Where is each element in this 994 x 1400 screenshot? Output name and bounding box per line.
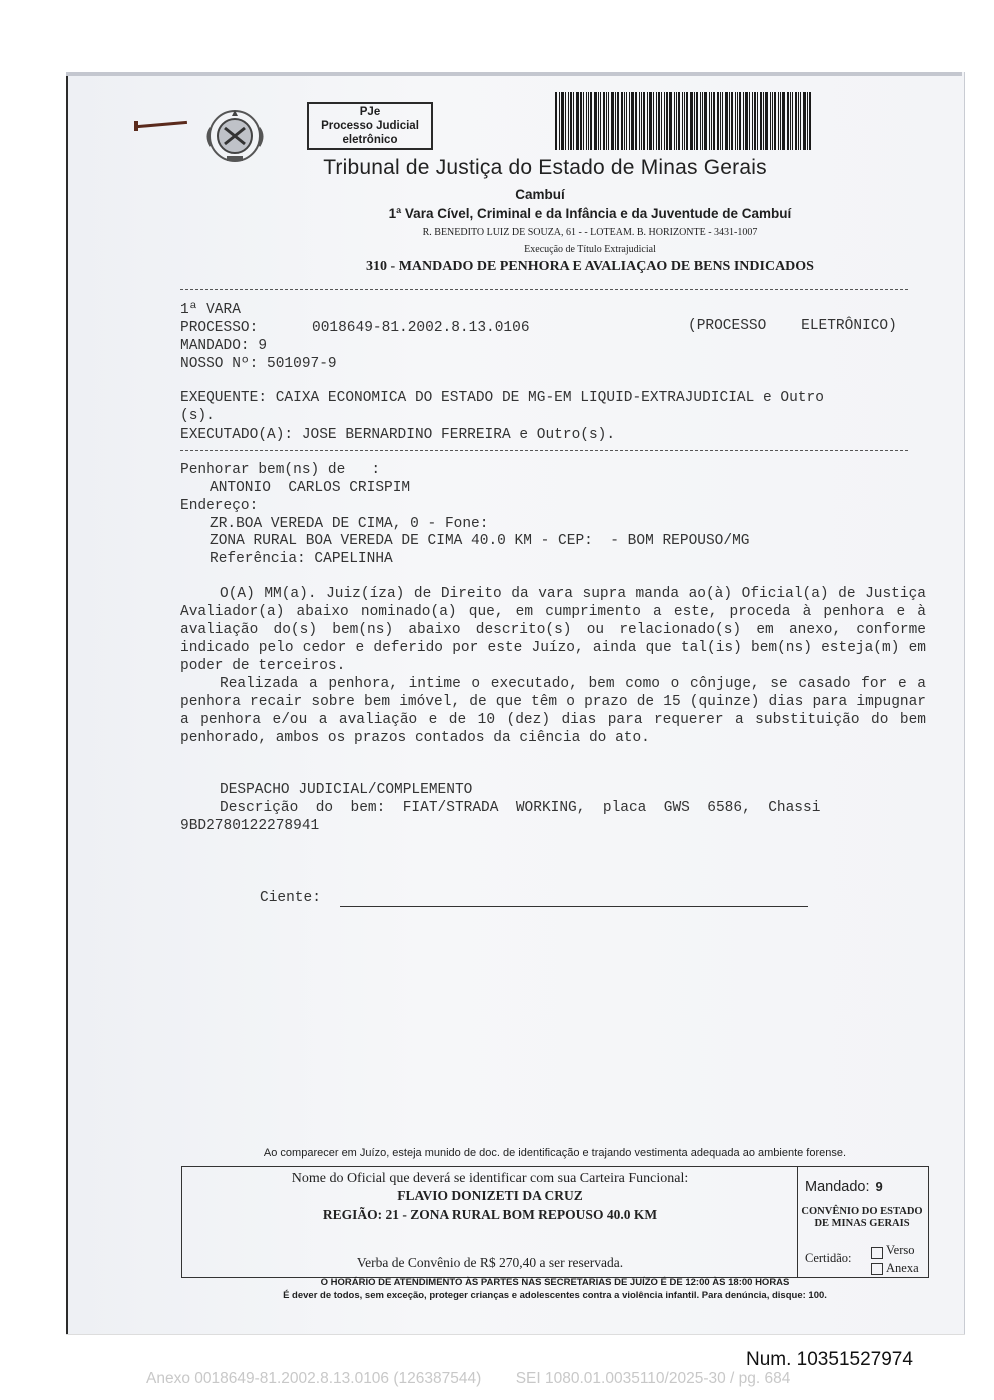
- anexa-label: Anexa: [886, 1261, 919, 1275]
- barcode-bar: [725, 92, 728, 150]
- barcode-bar: [649, 92, 652, 150]
- barcode-bar: [739, 92, 741, 150]
- court-address: R. BENEDITO LUIZ DE SOUZA, 61 - - LOTEAM. B. HORIZONTE - 3431-1007: [422, 227, 758, 238]
- barcode-bar: [606, 92, 607, 150]
- barcode-bar: [624, 92, 625, 150]
- barcode-bar: [643, 92, 645, 150]
- box-mandado: [805, 1179, 883, 1195]
- barcode-bar: [780, 92, 781, 150]
- barcode-bar: [765, 92, 768, 150]
- barcode-bar: [803, 92, 806, 150]
- barcode-bar: [576, 92, 579, 150]
- barcode-bar: [752, 92, 753, 150]
- paragraph-intimation: Realizada a penhora, intime o executado, bem como o cônjuge, se casado for e a penhora recair sobre bem imóvel, de que têm o prazo de 15 (quinze) dias para impugnar a penhora e/ou a avaliação e de 10 (dez) dias para requerer a substituição do bem penhorado, ambos os prazos contados da ciência do ato.: [180, 676, 926, 746]
- barcode-bar: [583, 92, 584, 150]
- barcode-bar: [772, 92, 773, 150]
- barcode-bar: [678, 92, 680, 150]
- referencia-line: Referência: CAPELINHA: [210, 551, 393, 567]
- barcode-bar: [594, 92, 597, 150]
- horario-notice: O HORÁRIO DE ATENDIMENTO ÀS PARTES NAS SECRETARIAS DE JUÍZO É DE 12:00 ÀS 18:00 HORAS: [320, 1277, 790, 1288]
- despacho-label: DESPACHO JUDICIAL/COMPLEMENTO: [220, 782, 473, 798]
- barcode-bar: [711, 92, 712, 150]
- vara-name: 1ª Vara Cível, Criminal e da Infância e da Juventude de Cambuí: [388, 206, 792, 221]
- paragraph-order: O(A) MM(a). Juiz(íza) de Direito da vara supra manda ao(à) Oficial(a) de Justiça Avaliador(a) abaixo nominado(a) que, em cumprimento a este, proceda à penhora e à avaliação do(s) bem(ns) abaixo descrito(s) ou relacionado(s) em anexo, conforme indicado pelo cedor e deferido por este Juízo, ainda que tal(is) bem(ns) esteja(m) em poder de terceiros.: [180, 586, 926, 674]
- barcode-bar: [631, 92, 634, 150]
- barcode-bar: [676, 92, 677, 150]
- barcode: [555, 92, 831, 150]
- address-line-2: ZONA RURAL BOA VEREDA DE CIMA 40.0 KM - CEP: - BOM REPOUSO/MG: [210, 533, 750, 549]
- barcode-bar: [641, 92, 642, 150]
- barcode-bar: [800, 92, 801, 150]
- barcode-bar: [570, 92, 572, 150]
- processo-number: 0018649-81.2002.8.13.0106: [312, 320, 530, 336]
- barcode-bar: [700, 92, 701, 150]
- barcode-bar: [568, 92, 569, 150]
- barcode-bar: [770, 92, 771, 150]
- barcode-bar: [615, 92, 616, 150]
- barcode-bar: [690, 92, 693, 150]
- barcode-bar: [559, 92, 560, 150]
- anexa-checkbox: [871, 1263, 883, 1275]
- barcode-bar: [635, 92, 637, 150]
- penhora-label: Penhorar bem(ns) de :: [180, 462, 381, 478]
- processo-label: PROCESSO:: [180, 320, 259, 336]
- barcode-bar: [709, 92, 710, 150]
- exequente-line-1: EXEQUENTE: CAIXA ECONOMICA DO ESTADO DE MG-EM LIQUID-EXTRAJUDICIAL e Outro: [180, 390, 824, 406]
- barcode-bar: [621, 92, 623, 150]
- convenio-line-2: DE MINAS GERAIS: [814, 1218, 910, 1229]
- descricao-line-1: Descrição do bem: FIAT/STRADA WORKING, placa GWS 6586, Chassi: [220, 800, 821, 816]
- barcode-bar: [617, 92, 619, 150]
- nosso-numero: NOSSO Nº: 501097-9: [180, 356, 337, 372]
- penhora-name: ANTONIO CARLOS CRISPIM: [210, 480, 411, 496]
- comarca-name: Cambuí: [515, 187, 565, 202]
- barcode-bar: [608, 92, 609, 150]
- barcode-bar: [807, 92, 808, 150]
- oficial-name: FLAVIO DONIZETI DA CRUZ: [397, 1188, 583, 1203]
- divider: [180, 450, 908, 451]
- barcode-bar: [787, 92, 789, 150]
- barcode-bar: [586, 92, 587, 150]
- barcode-bar: [611, 92, 614, 150]
- barcode-bar: [561, 92, 564, 150]
- barcode-bar: [629, 92, 630, 150]
- barcode-bar: [658, 92, 660, 150]
- barcode-bar: [745, 92, 748, 150]
- convenio-label: [800, 1206, 924, 1230]
- barcode-bar: [555, 92, 557, 150]
- barcode-bar: [720, 92, 721, 150]
- ciente-label: Ciente:: [260, 890, 321, 906]
- mandado-number: MANDADO: 9: [180, 338, 268, 354]
- barcode-bar: [682, 92, 683, 150]
- barcode-bar: [669, 92, 672, 150]
- barcode-bar: [598, 92, 599, 150]
- convenio-line-1: CONVÊNIO DO ESTADO: [801, 1206, 923, 1217]
- barcode-bar: [565, 92, 566, 150]
- child-protection-notice: É dever de todos, sem exceção, proteger crianças e adolescentes contra a violência infantil. Para denúncia, disque: 100.: [283, 1290, 827, 1301]
- certidao-label: Certidão:: [805, 1251, 852, 1265]
- box-mandado-number: 9: [875, 1179, 883, 1194]
- barcode-bar: [656, 92, 657, 150]
- scan-top-edge: [66, 72, 962, 76]
- barcode-bar: [778, 92, 779, 150]
- barcode-bar: [696, 92, 698, 150]
- barcode-bar: [647, 92, 648, 150]
- execution-type: Execução de Título Extrajudicial: [524, 244, 656, 255]
- barcode-bar: [666, 92, 668, 150]
- pje-line-1: PJe: [359, 106, 381, 118]
- barcode-bar: [573, 92, 574, 150]
- descricao-line-2: 9BD2780122278941: [180, 818, 320, 834]
- barcode-bar: [626, 92, 627, 150]
- divider: [180, 289, 908, 290]
- barcode-bar: [580, 92, 582, 150]
- barcode-bar: [749, 92, 750, 150]
- pje-line-2: Processo Judicial: [321, 120, 419, 132]
- barcode-bar: [588, 92, 589, 150]
- barcode-bar: [702, 92, 703, 150]
- barcode-bar: [717, 92, 719, 150]
- barcode-bar: [754, 92, 756, 150]
- box-divider: [797, 1166, 798, 1278]
- barcode-bar: [704, 92, 707, 150]
- barcode-bar: [729, 92, 730, 150]
- barcode-bar: [790, 92, 791, 150]
- mandado-title: 310 - MANDADO DE PENHORA E AVALIAÇAO DE BENS INDICADOS: [366, 259, 814, 274]
- barcode-bar: [600, 92, 601, 150]
- pje-line-3: eletrônico: [342, 134, 398, 146]
- oficial-label: Nome do Oficial que deverá se identificar com sua Carteira Funcional:: [291, 1171, 689, 1186]
- barcode-bar: [798, 92, 799, 150]
- processo-type: (PROCESSO ELETRÔNICO): [688, 318, 897, 334]
- barcode-bar: [774, 92, 776, 150]
- vara-line: 1ª VARA: [180, 302, 241, 318]
- barcode-bar: [782, 92, 785, 150]
- verso-label: Verso: [886, 1243, 915, 1257]
- box-mandado-label: Mandado:: [805, 1179, 870, 1195]
- barcode-bar: [809, 92, 811, 150]
- court-notice: Ao comparecer em Juízo, esteja munido de doc. de identificação e trajando vestimenta adequada ao ambiente forense.: [263, 1147, 847, 1159]
- barcode-bar: [757, 92, 758, 150]
- tribunal-title: Tribunal de Justiça do Estado de Minas Gerais: [323, 156, 767, 179]
- endereco-label: Endereço:: [180, 498, 259, 514]
- address-line-1: ZR.BOA VEREDA DE CIMA, 0 - Fone:: [210, 516, 489, 532]
- barcode-bar: [722, 92, 723, 150]
- barcode-bar: [694, 92, 695, 150]
- pje-label-box: [307, 102, 433, 150]
- barcode-bar: [661, 92, 662, 150]
- barcode-bar: [653, 92, 654, 150]
- barcode-bar: [760, 92, 762, 150]
- barcode-bar: [731, 92, 733, 150]
- barcode-bar: [684, 92, 685, 150]
- barcode-bar: [737, 92, 738, 150]
- order-body: [180, 585, 926, 747]
- barcode-bar: [795, 92, 797, 150]
- coat-of-arms-icon: [203, 106, 267, 166]
- barcode-bar: [639, 92, 640, 150]
- barcode-bar: [763, 92, 764, 150]
- anexo-footer: Anexo 0018649-81.2002.8.13.0106 (126387544) SEI 1080.01.0035110/2025-30 / pg. 684: [146, 1370, 791, 1387]
- verso-checkbox: [871, 1247, 883, 1259]
- document-number: Num. 10351527974: [746, 1349, 913, 1370]
- barcode-bar: [735, 92, 736, 150]
- barcode-bar: [792, 92, 793, 150]
- barcode-bar: [686, 92, 688, 150]
- barcode-bar: [713, 92, 715, 150]
- executado-line: EXECUTADO(A): JOSE BERNARDINO FERREIRA e Outro(s).: [180, 427, 616, 443]
- barcode-bar: [590, 92, 592, 150]
- regiao-line: REGIÃO: 21 - ZONA RURAL BOM REPOUSO 40.0 KM: [322, 1207, 658, 1222]
- exequente-line-2: (s).: [180, 408, 215, 424]
- barcode-bar: [674, 92, 675, 150]
- barcode-bar: [743, 92, 744, 150]
- barcode-bar: [664, 92, 665, 150]
- signature-line: [340, 906, 808, 907]
- barcode-bar: [603, 92, 605, 150]
- verba-line: Verba de Convênio de R$ 270,40 a ser reservada.: [356, 1255, 624, 1270]
